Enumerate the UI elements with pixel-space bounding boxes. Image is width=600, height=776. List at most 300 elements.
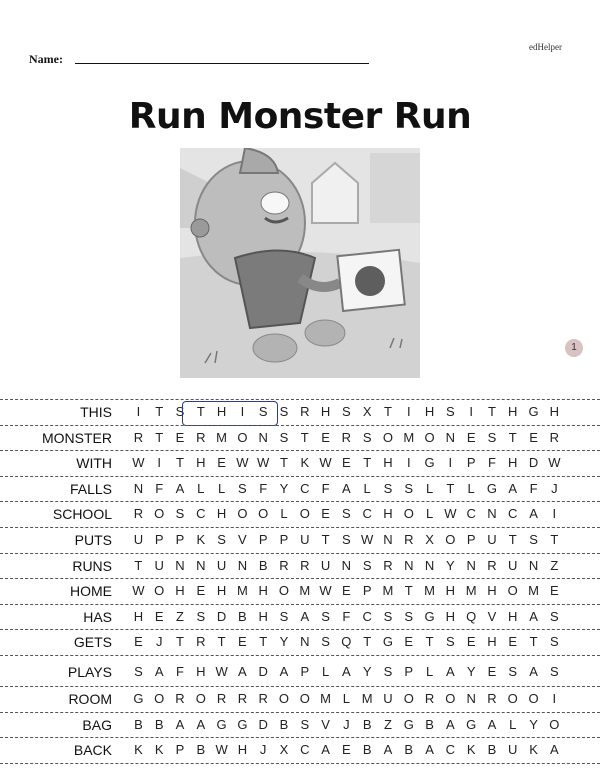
grid-letter[interactable]: U	[133, 531, 144, 547]
target-word: GETS	[73, 634, 112, 651]
grid-letter[interactable]: E	[134, 634, 143, 650]
grid-letter[interactable]: J	[551, 480, 558, 496]
grid-letter[interactable]: O	[237, 506, 248, 522]
grid-letter[interactable]: T	[134, 557, 143, 573]
grid-letter[interactable]: A	[154, 663, 164, 679]
grid-letter[interactable]: A	[279, 663, 289, 679]
grid-letter[interactable]: B	[362, 742, 372, 758]
grid-letter[interactable]: Q	[341, 634, 352, 650]
grid-letter[interactable]: X	[362, 404, 372, 419]
grid-letter[interactable]: E	[175, 429, 185, 445]
grid-letter[interactable]: R	[175, 690, 185, 706]
grid-letter[interactable]: S	[279, 404, 289, 419]
grid-letter[interactable]: H	[216, 583, 227, 599]
grid-letter[interactable]: Z	[550, 557, 559, 573]
grid-letter[interactable]: A	[550, 742, 559, 758]
grid-letter[interactable]: T	[217, 634, 226, 650]
grid-letter[interactable]: T	[508, 429, 517, 445]
grid-letter[interactable]: C	[508, 506, 518, 522]
grid-letter[interactable]: I	[448, 455, 453, 471]
grid-letter[interactable]: A	[342, 663, 351, 679]
grid-letter[interactable]: T	[176, 634, 184, 650]
grid-letter[interactable]: S	[487, 429, 497, 445]
grid-letter[interactable]: R	[133, 429, 144, 445]
grid-letter[interactable]: O	[445, 690, 456, 706]
grid-letter[interactable]: S	[550, 663, 559, 679]
grid-letter[interactable]: U	[508, 742, 518, 758]
grid-letter[interactable]: S	[321, 634, 330, 650]
grid-letter[interactable]: U	[383, 690, 393, 706]
grid-letter[interactable]: S	[342, 506, 351, 522]
grid-letter[interactable]: Y	[279, 480, 289, 496]
grid-letter[interactable]: N	[487, 506, 497, 522]
grid-letter[interactable]: T	[321, 531, 330, 547]
grid-letter[interactable]: T	[425, 634, 434, 650]
grid-letter[interactable]: M	[361, 690, 373, 706]
grid-letter[interactable]: E	[466, 634, 476, 650]
grid-letter[interactable]: A	[487, 716, 497, 732]
grid-letter[interactable]: L	[467, 480, 475, 496]
grid-letter[interactable]: J	[259, 742, 267, 758]
grid-letter[interactable]: O	[507, 583, 518, 599]
grid-letter[interactable]: T	[383, 404, 392, 419]
grid-letter[interactable]: L	[342, 690, 350, 706]
grid-letter[interactable]: I	[469, 404, 473, 419]
grid-letter[interactable]: G	[216, 716, 227, 732]
grid-letter[interactable]: P	[258, 531, 268, 547]
grid-letter[interactable]: H	[487, 583, 497, 599]
grid-letter[interactable]: W	[319, 455, 332, 471]
grid-letter[interactable]: H	[258, 608, 268, 624]
grid-letter[interactable]: O	[507, 690, 518, 706]
grid-letter[interactable]: E	[487, 663, 497, 679]
grid-letter[interactable]: E	[342, 583, 351, 599]
grid-letter[interactable]: H	[508, 455, 518, 471]
grid-letter[interactable]: S	[196, 608, 206, 624]
grid-letter[interactable]: I	[240, 404, 245, 419]
grid-letter[interactable]: A	[383, 742, 393, 758]
grid-letter[interactable]: U	[216, 557, 227, 573]
grid-letter[interactable]: H	[133, 608, 144, 624]
grid-letter[interactable]: S	[279, 608, 289, 624]
grid-letter[interactable]: W	[132, 583, 145, 599]
grid-letter[interactable]: H	[424, 404, 435, 419]
grid-letter[interactable]: W	[444, 506, 457, 522]
grid-letter[interactable]: A	[529, 663, 538, 679]
grid-letter[interactable]: N	[404, 557, 414, 573]
grid-letter[interactable]: O	[154, 690, 165, 706]
grid-letter[interactable]: F	[321, 480, 330, 496]
grid-letter[interactable]: E	[529, 429, 538, 445]
grid-letter[interactable]: A	[238, 663, 247, 679]
grid-letter[interactable]: E	[321, 429, 330, 445]
grid-letter[interactable]: L	[509, 716, 517, 732]
grid-letter[interactable]: I	[552, 690, 557, 706]
grid-letter[interactable]: S	[342, 531, 351, 547]
grid-letter[interactable]: B	[154, 716, 164, 732]
grid-letter[interactable]: U	[320, 557, 331, 573]
grid-letter[interactable]: O	[382, 429, 394, 445]
grid-letter[interactable]: B	[404, 742, 414, 758]
grid-letter[interactable]: W	[215, 742, 228, 758]
grid-letter[interactable]: V	[321, 716, 330, 732]
grid-letter[interactable]: S	[550, 608, 559, 624]
grid-letter[interactable]: S	[175, 404, 185, 419]
grid-letter[interactable]: O	[424, 429, 435, 445]
grid-letter[interactable]: W	[236, 455, 249, 471]
grid-letter[interactable]: F	[176, 663, 184, 679]
grid-letter[interactable]: B	[134, 716, 143, 732]
letter-row	[128, 717, 565, 732]
grid-letter[interactable]: O	[403, 690, 414, 706]
grid-letter[interactable]: N	[424, 557, 435, 573]
grid-letter[interactable]: X	[279, 742, 289, 758]
grid-letter[interactable]: N	[133, 480, 144, 496]
grid-letter[interactable]: P	[466, 531, 476, 547]
grid-letter[interactable]: A	[321, 742, 330, 758]
grid-letter[interactable]: A	[196, 716, 206, 732]
grid-letter[interactable]: B	[362, 716, 372, 732]
grid-letter[interactable]: F	[342, 608, 351, 624]
grid-letter[interactable]: R	[383, 557, 393, 573]
grid-letter[interactable]: O	[549, 716, 560, 732]
grid-letter[interactable]: O	[403, 506, 414, 522]
grid-letter[interactable]: H	[237, 742, 248, 758]
grid-letter[interactable]: E	[404, 634, 414, 650]
grid-letter[interactable]: T	[363, 634, 372, 650]
grid-letter[interactable]: O	[278, 690, 290, 706]
grid-letter[interactable]: U	[508, 557, 518, 573]
grid-letter[interactable]: R	[487, 690, 497, 706]
grid-letter[interactable]: D	[528, 455, 539, 471]
grid-letter[interactable]: R	[487, 557, 497, 573]
grid-letter[interactable]: U	[487, 531, 497, 547]
grid-letter[interactable]: B	[279, 716, 289, 732]
grid-letter[interactable]: D	[258, 663, 268, 679]
grid-letter[interactable]: P	[362, 583, 372, 599]
grid-letter[interactable]: J	[155, 634, 163, 650]
grid-letter[interactable]: G	[403, 716, 414, 732]
grid-letter[interactable]: P	[175, 742, 185, 758]
grid-letter[interactable]: M	[403, 429, 415, 445]
grid-letter[interactable]: H	[445, 583, 456, 599]
grid-letter[interactable]: D	[216, 608, 227, 624]
grid-letter[interactable]: G	[528, 404, 539, 419]
letter-row	[128, 664, 565, 679]
grid-letter[interactable]: T	[487, 404, 496, 419]
grid-letter[interactable]: H	[383, 506, 393, 522]
grid-letter[interactable]: H	[258, 583, 268, 599]
grid-letter[interactable]: O	[278, 583, 290, 599]
grid-letter[interactable]: P	[154, 531, 164, 547]
grid-letter[interactable]: R	[404, 531, 414, 547]
grid-letter[interactable]: P	[404, 663, 414, 679]
grid-letter[interactable]: T	[280, 455, 288, 471]
grid-letter[interactable]: S	[508, 663, 518, 679]
grid-letter[interactable]: C	[466, 506, 476, 522]
grid-letter[interactable]: B	[258, 557, 268, 573]
grid-letter[interactable]: S	[383, 663, 393, 679]
grid-letter[interactable]: N	[466, 557, 476, 573]
grid-letter[interactable]: F	[259, 480, 268, 496]
grid-letter[interactable]: K	[154, 742, 164, 758]
grid-letter[interactable]: T	[529, 634, 538, 650]
grid-letter[interactable]: W	[257, 455, 270, 471]
grid-letter[interactable]: S	[134, 663, 143, 679]
grid-letter[interactable]: A	[446, 663, 455, 679]
grid-letter[interactable]: N	[528, 557, 539, 573]
grid-letter[interactable]: C	[362, 608, 372, 624]
grid-letter[interactable]: R	[300, 557, 310, 573]
grid-letter[interactable]: M	[382, 583, 394, 599]
grid-letter[interactable]: N	[196, 557, 206, 573]
grid-letter[interactable]: M	[320, 690, 331, 706]
grid-letter[interactable]: I	[552, 506, 557, 522]
grid-letter[interactable]: K	[134, 742, 143, 758]
grid-letter[interactable]: S	[238, 480, 247, 496]
grid-letter[interactable]: G	[466, 716, 477, 732]
grid-letter[interactable]: N	[175, 557, 185, 573]
grid-letter[interactable]: T	[259, 634, 268, 650]
grid-letter[interactable]: X	[425, 531, 434, 547]
grid-letter[interactable]: S	[446, 634, 455, 650]
grid-letter[interactable]: E	[342, 742, 351, 758]
grid-letter[interactable]: A	[446, 716, 455, 732]
grid-letter[interactable]: L	[197, 480, 205, 496]
grid-letter[interactable]: U	[300, 531, 310, 547]
grid-letter[interactable]: T	[508, 531, 517, 547]
grid-letter[interactable]: N	[383, 531, 393, 547]
grid-letter[interactable]: V	[487, 608, 497, 624]
grid-letter[interactable]: S	[550, 634, 559, 650]
grid-letter[interactable]: N	[466, 690, 476, 706]
grid-letter[interactable]: N	[258, 429, 268, 445]
grid-letter[interactable]: I	[136, 404, 141, 419]
puzzle-row	[0, 686, 600, 712]
grid-letter[interactable]: W	[361, 531, 374, 547]
grid-letter[interactable]: R	[258, 690, 268, 706]
puzzle-row	[0, 553, 600, 579]
grid-letter[interactable]: L	[425, 480, 434, 496]
grid-letter[interactable]: S	[362, 557, 372, 573]
grid-letter[interactable]: R	[279, 557, 289, 573]
grid-letter[interactable]: P	[300, 663, 310, 679]
grid-letter[interactable]: T	[404, 583, 413, 599]
grid-letter[interactable]: O	[258, 506, 269, 522]
grid-letter[interactable]: E	[217, 455, 226, 471]
grid-letter[interactable]: E	[196, 583, 206, 599]
grid-letter[interactable]: G	[382, 634, 394, 650]
grid-letter[interactable]: B	[238, 608, 247, 624]
grid-letter[interactable]: E	[238, 634, 247, 650]
grid-letter[interactable]: H	[445, 608, 456, 624]
grid-letter[interactable]: L	[280, 506, 288, 522]
grid-letter[interactable]: F	[155, 480, 164, 496]
grid-letter[interactable]: U	[154, 557, 164, 573]
grid-letter[interactable]: R	[549, 429, 560, 445]
grid-letter[interactable]: Z	[383, 716, 392, 732]
grid-letter[interactable]: E	[550, 583, 559, 599]
grid-letter[interactable]: S	[383, 608, 393, 624]
grid-letter[interactable]: W	[132, 455, 145, 471]
grid-letter[interactable]: N	[341, 557, 352, 573]
grid-letter[interactable]: H	[508, 404, 518, 419]
grid-letter[interactable]: H	[196, 663, 206, 679]
grid-letter[interactable]: B	[487, 742, 497, 758]
grid-letter[interactable]: M	[216, 429, 227, 445]
grid-letter[interactable]: A	[508, 480, 518, 496]
grid-letter[interactable]: C	[300, 480, 310, 496]
grid-letter[interactable]: M	[299, 583, 311, 599]
grid-letter[interactable]: H	[196, 455, 206, 471]
grid-letter[interactable]: G	[486, 480, 497, 496]
grid-letter[interactable]: N	[300, 634, 310, 650]
grid-letter[interactable]: W	[319, 583, 332, 599]
grid-letter[interactable]: A	[529, 608, 538, 624]
grid-letter[interactable]: S	[362, 429, 372, 445]
grid-letter[interactable]: H	[216, 404, 227, 419]
grid-letter[interactable]: I	[406, 455, 411, 471]
grid-letter[interactable]: A	[175, 716, 185, 732]
grid-letter[interactable]: R	[196, 634, 206, 650]
found-word-highlight	[182, 401, 278, 426]
grid-letter[interactable]: O	[299, 690, 310, 706]
grid-letter[interactable]: G	[424, 455, 435, 471]
grid-letter[interactable]: H	[383, 455, 393, 471]
grid-letter[interactable]: E	[342, 455, 351, 471]
grid-letter[interactable]: R	[133, 506, 144, 522]
grid-letter[interactable]: L	[321, 663, 330, 679]
grid-letter[interactable]: R	[341, 429, 352, 445]
grid-letter[interactable]: S	[446, 404, 455, 419]
grid-letter[interactable]: S	[342, 404, 351, 419]
grid-letter[interactable]: Y	[529, 716, 538, 732]
grid-letter[interactable]: M	[236, 583, 248, 599]
grid-letter[interactable]: A	[529, 506, 538, 522]
grid-letter[interactable]: M	[528, 583, 539, 599]
grid-letter[interactable]: O	[528, 690, 539, 706]
grid-letter[interactable]: F	[529, 480, 538, 496]
grid-letter[interactable]: C	[300, 742, 310, 758]
grid-letter[interactable]: S	[383, 480, 393, 496]
grid-letter[interactable]: T	[300, 429, 309, 445]
grid-letter[interactable]: E	[466, 429, 476, 445]
grid-letter[interactable]: R	[237, 690, 248, 706]
grid-letter[interactable]: L	[425, 663, 434, 679]
grid-letter[interactable]: J	[343, 716, 350, 732]
grid-letter[interactable]: Y	[362, 663, 372, 679]
grid-letter[interactable]: H	[175, 583, 185, 599]
grid-letter[interactable]: H	[320, 404, 331, 419]
grid-letter[interactable]: T	[176, 455, 184, 471]
grid-letter[interactable]: C	[445, 742, 456, 758]
grid-letter[interactable]: B	[425, 716, 434, 732]
grid-letter[interactable]: S	[217, 531, 226, 547]
grid-letter[interactable]: T	[196, 404, 205, 419]
grid-letter[interactable]: W	[548, 455, 561, 471]
grid-letter[interactable]: S	[258, 404, 268, 419]
grid-letter[interactable]: O	[195, 690, 206, 706]
grid-letter[interactable]: K	[529, 742, 538, 758]
grid-letter[interactable]: G	[424, 608, 435, 624]
grid-letter[interactable]: Y	[279, 634, 289, 650]
grid-letter[interactable]: A	[300, 608, 310, 624]
grid-letter[interactable]: Y	[466, 663, 476, 679]
grid-letter[interactable]: L	[363, 480, 371, 496]
grid-letter[interactable]: S	[175, 506, 185, 522]
grid-letter[interactable]: S	[404, 480, 414, 496]
grid-letter[interactable]: G	[133, 690, 144, 706]
grid-letter[interactable]: R	[300, 404, 310, 419]
grid-letter[interactable]: T	[155, 404, 164, 419]
grid-letter[interactable]: P	[279, 531, 289, 547]
grid-letter[interactable]: C	[196, 506, 206, 522]
grid-letter[interactable]: A	[175, 480, 185, 496]
grid-letter[interactable]: R	[216, 690, 227, 706]
grid-letter[interactable]: S	[279, 429, 289, 445]
grid-letter[interactable]: T	[446, 480, 455, 496]
grid-letter[interactable]: H	[487, 634, 497, 650]
grid-letter[interactable]: O	[299, 506, 310, 522]
grid-letter[interactable]: I	[157, 455, 161, 471]
grid-letter[interactable]: K	[300, 455, 310, 471]
grid-letter[interactable]: E	[321, 506, 330, 522]
grid-letter[interactable]: H	[549, 404, 560, 419]
grid-letter[interactable]: O	[154, 506, 165, 522]
grid-letter[interactable]: G	[237, 716, 248, 732]
grid-letter[interactable]: F	[487, 455, 496, 471]
grid-letter[interactable]: O	[154, 583, 165, 599]
grid-letter[interactable]: V	[238, 531, 247, 547]
grid-letter[interactable]: T	[155, 429, 164, 445]
grid-letter[interactable]: P	[175, 531, 185, 547]
grid-letter[interactable]: S	[404, 608, 414, 624]
grid-letter[interactable]: Q	[466, 608, 477, 624]
grid-letter[interactable]: S	[321, 608, 330, 624]
grid-letter[interactable]: A	[425, 742, 434, 758]
grid-letter[interactable]: M	[465, 583, 477, 599]
grid-letter[interactable]: H	[216, 506, 227, 522]
grid-letter[interactable]: Y	[446, 557, 455, 573]
grid-letter[interactable]: D	[258, 716, 268, 732]
grid-letter[interactable]: O	[445, 531, 456, 547]
grid-letter[interactable]: T	[363, 455, 372, 471]
grid-letter[interactable]: N	[237, 557, 248, 573]
grid-letter[interactable]: C	[362, 506, 372, 522]
grid-letter[interactable]: T	[550, 531, 559, 547]
grid-letter[interactable]: I	[406, 404, 411, 419]
grid-letter[interactable]: H	[508, 608, 518, 624]
grid-letter[interactable]: N	[445, 429, 456, 445]
grid-letter[interactable]: W	[215, 663, 228, 679]
grid-letter[interactable]: O	[237, 429, 248, 445]
grid-letter[interactable]: B	[196, 742, 206, 758]
grid-letter[interactable]: P	[466, 455, 476, 471]
grid-letter[interactable]: Z	[176, 608, 184, 624]
grid-letter[interactable]: A	[342, 480, 351, 496]
grid-letter[interactable]: E	[508, 634, 518, 650]
grid-letter[interactable]: L	[217, 480, 226, 496]
grid-letter[interactable]: K	[466, 742, 476, 758]
grid-letter[interactable]: L	[425, 506, 434, 522]
grid-letter[interactable]: S	[529, 531, 538, 547]
grid-letter[interactable]: R	[424, 690, 435, 706]
grid-letter[interactable]: K	[196, 531, 206, 547]
grid-letter[interactable]: S	[300, 716, 310, 732]
grid-letter[interactable]: E	[154, 608, 164, 624]
grid-letter[interactable]: R	[196, 429, 206, 445]
grid-letter[interactable]: M	[424, 583, 435, 599]
